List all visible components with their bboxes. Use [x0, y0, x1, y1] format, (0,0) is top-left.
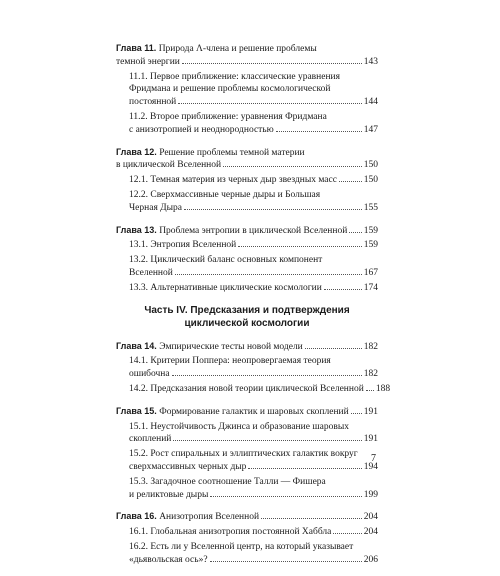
section-16-1	[116, 526, 378, 539]
section-13-1	[116, 239, 378, 252]
section-line: 16.2. Есть ли у Вселенной центр, на который указывает	[129, 541, 354, 552]
section-line: Фридмана и решение проблемы космологической	[129, 84, 331, 95]
part-heading-line: циклической космологии	[184, 317, 310, 329]
section-15-3	[116, 476, 378, 502]
page-ref: 159	[363, 225, 378, 236]
section-line: 13.3. Альтернативные циклические космологии	[129, 282, 322, 293]
dot-leader	[333, 533, 361, 534]
section-15-2	[116, 448, 378, 474]
page-ref: 204	[363, 512, 378, 523]
page-ref: 174	[363, 282, 378, 293]
page-ref: 191	[363, 406, 378, 417]
page-ref: 191	[363, 434, 378, 445]
page-ref: 143	[363, 56, 378, 67]
table-of-contents	[116, 42, 391, 576]
chapter-heading	[116, 42, 378, 69]
page-ref: 206	[363, 554, 378, 565]
chapter-heading	[116, 146, 378, 173]
section-line: ошибочна	[129, 369, 170, 380]
page-ref: 155	[363, 202, 378, 213]
page-ref: 194	[363, 461, 378, 472]
section-15-1	[116, 421, 378, 447]
dot-leader	[339, 181, 362, 182]
page-ref: 199	[363, 489, 378, 500]
dot-leader	[182, 63, 362, 64]
section-line: скоплений	[129, 434, 172, 445]
section-11-1	[116, 71, 378, 109]
part-heading-line: Часть IV. Предсказания и подтверждения	[144, 304, 350, 316]
page-ref: 167	[363, 267, 378, 278]
chapter-label: Глава 12.	[116, 146, 157, 157]
chapter-16	[116, 510, 378, 566]
section-16-2	[116, 541, 378, 567]
chapter-15	[116, 405, 378, 502]
section-13-2	[116, 254, 378, 280]
section-line: Вселенной	[129, 267, 173, 278]
dot-leader	[324, 289, 362, 290]
chapter-11	[116, 42, 378, 137]
section-11-2	[116, 111, 378, 137]
dot-leader	[261, 518, 362, 519]
dot-leader	[366, 390, 374, 391]
chapter-title-line: в циклической Вселенной	[116, 160, 222, 171]
chapter-label: Глава 14.	[116, 340, 157, 351]
section-line: сверхмассивных черных дыр	[129, 461, 247, 472]
section-line: 14.1. Критерии Поппера: неопровергаемая теория	[129, 356, 331, 367]
dot-leader	[223, 166, 362, 167]
dot-leader	[349, 232, 361, 233]
chapter-label: Глава 13.	[116, 224, 157, 235]
section-line: 15.2. Рост спиральных и эллиптических галактик вокруг	[129, 449, 358, 460]
section-14-2	[116, 383, 391, 396]
chapter-title-line: Эмпирические тесты новой модели	[159, 341, 303, 352]
section-line: 16.1. Глобальная анизотропия постоянной Хаббла	[129, 527, 332, 538]
dot-leader	[276, 131, 362, 132]
dot-leader	[175, 274, 362, 275]
chapter-title-line: Решение проблемы темной материи	[159, 147, 305, 158]
page-ref: 147	[363, 124, 378, 135]
dot-leader	[172, 375, 362, 376]
dot-leader	[178, 103, 361, 104]
chapter-heading	[116, 510, 378, 524]
chapter-label: Глава 16.	[116, 511, 157, 522]
chapter-title-line: Формирование галактик и шаровых скоплений	[159, 406, 349, 417]
chapter-heading	[116, 340, 378, 354]
part-heading	[116, 304, 378, 330]
dot-leader	[173, 440, 361, 441]
section-line: 11.1. Первое приближение: классические уравнения	[129, 71, 340, 82]
section-line: и реликтовые дыры	[129, 489, 209, 500]
section-line: «дьявольская ось»?	[129, 554, 208, 565]
chapter-title-line: Природа Λ-члена и решение проблемы	[158, 44, 317, 54]
dot-leader	[305, 348, 362, 349]
page-ref: 150	[363, 160, 378, 171]
page-ref: 150	[363, 175, 378, 186]
page-ref: 159	[363, 240, 378, 251]
section-line: 14.2. Предсказания новой теории циклической Вселенной	[129, 383, 364, 394]
section-line: Черная Дыра	[129, 202, 183, 213]
chapter-14	[116, 340, 391, 396]
dot-leader	[248, 468, 361, 469]
page-ref: 188	[375, 383, 391, 394]
chapter-12	[116, 146, 378, 215]
page-number: 7	[371, 453, 376, 464]
dot-leader	[210, 496, 361, 497]
section-12-1	[116, 174, 378, 187]
chapter-label: Глава 11.	[116, 43, 157, 53]
chapter-title-line: Анизотропия Вселенной	[159, 512, 260, 523]
chapter-title-line: темной энергии	[116, 56, 180, 67]
section-14-1	[116, 355, 378, 381]
dot-leader	[351, 413, 362, 414]
section-line: 13.2. Циклический баланс основных компонент	[129, 255, 323, 266]
dot-leader	[210, 561, 362, 562]
page-ref: 204	[363, 527, 378, 538]
chapter-heading	[116, 405, 378, 419]
section-line: 13.1. Энтропия Вселенной	[129, 240, 237, 251]
chapter-13	[116, 224, 378, 295]
chapter-label: Глава 15.	[116, 405, 157, 416]
section-line: с анизотропией и неоднородностью	[129, 124, 274, 135]
section-12-2	[116, 189, 378, 215]
page-ref: 182	[363, 369, 378, 380]
dot-leader	[184, 209, 362, 210]
section-line: 12.2. Сверхмассивные черные дыры и Большая	[129, 189, 321, 200]
chapter-heading	[116, 224, 378, 238]
section-line: 11.2. Второе приближение: уравнения Фридмана	[129, 111, 327, 122]
section-line: 12.1. Темная материя из черных дыр звездных масс	[129, 175, 337, 186]
page-ref: 182	[363, 341, 378, 352]
dot-leader	[238, 246, 361, 247]
chapter-title-line: Проблема энтропии в циклической Вселенной	[159, 225, 348, 236]
section-13-3	[116, 282, 378, 295]
section-line: 15.1. Неустойчивость Джинса и образование шаровых	[129, 421, 349, 432]
section-line: 15.3. Загадочное соотношение Талли — Фишера	[129, 476, 326, 487]
page-ref: 144	[363, 97, 378, 108]
section-line: постоянной	[129, 97, 177, 108]
